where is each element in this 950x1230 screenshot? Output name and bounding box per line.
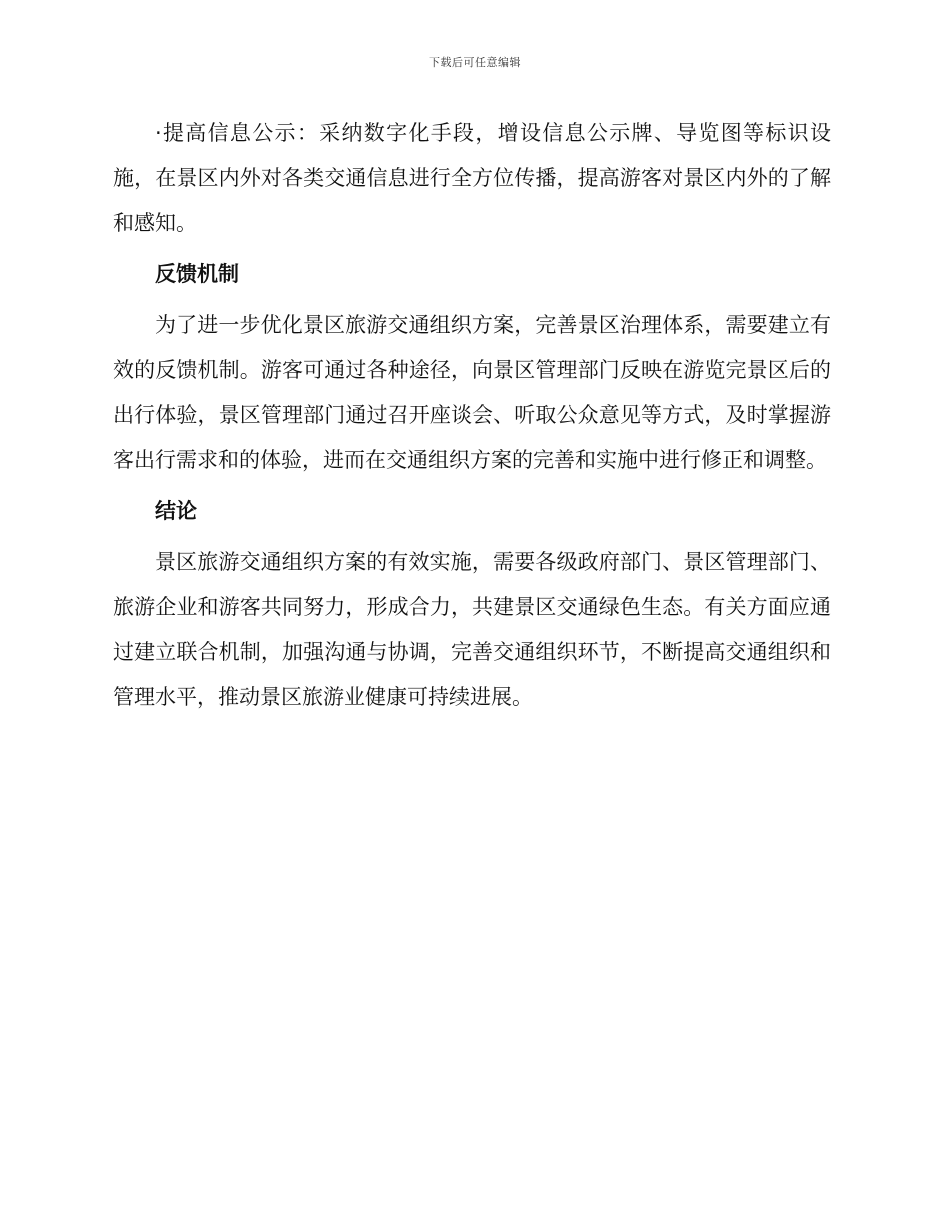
page-header-note: 下载后可任意编辑 [429,56,521,69]
conclusion-heading: 结论 [155,499,197,523]
info-publicity-bullet: ·提高信息公示：采纳数字化手段，增设信息公示牌、导览图等标识设施，在景区内外对各类交通信息进行全方位传播，提高游客对景区内外的了解和感知。 [113,121,831,235]
conclusion-paragraph: 景区旅游交通组织方案的有效实施，需要各级政府部门、景区管理部门、旅游企业和游客共同努力，形成合力，共建景区交通绿色生态。有关方面应通过建立联合机制，加强沟通与协调，完善交通组织环节，不断提高交通组织和管理水平，推动景区旅游业健康可持续进展。 [113,550,831,709]
document-body [113,111,831,720]
feedback-heading: 反馈机制 [155,262,239,286]
feedback-paragraph: 为了进一步优化景区旅游交通组织方案，完善景区治理体系，需要建立有效的反馈机制。游客可通过各种途径，向景区管理部门反映在游览完景区后的出行体验，景区管理部门通过召开座谈会、听取公众意见等方式，及时掌握游客出行需求和的体验，进而在交通组织方案的完善和实施中进行修正和调整。 [113,313,831,472]
